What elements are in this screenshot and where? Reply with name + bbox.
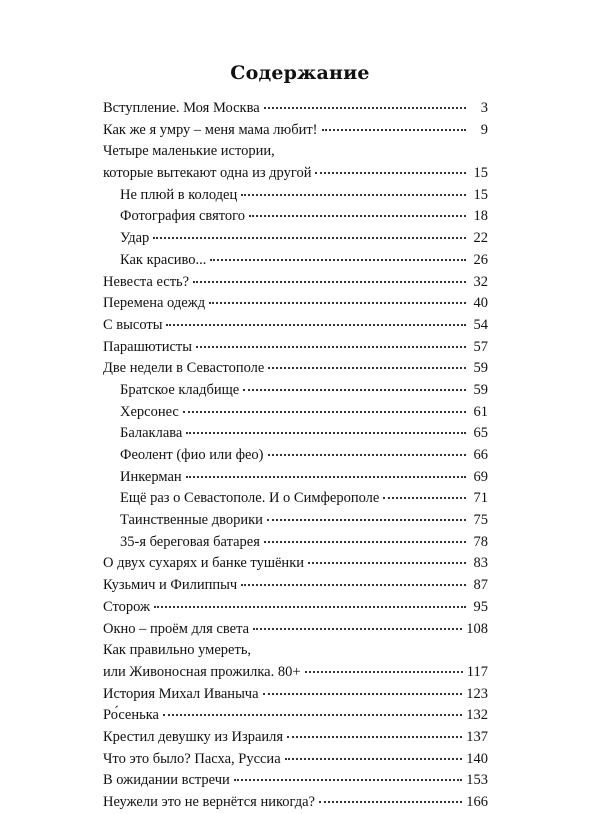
toc-entry	[103, 792, 488, 814]
dot-leader	[268, 453, 467, 456]
toc-page-number: 108	[466, 620, 488, 637]
toc-entry-title: Парашютисты	[103, 338, 193, 355]
toc-page-number: 95	[473, 598, 488, 615]
toc-page-number: 59	[473, 360, 488, 377]
toc-subentry	[103, 445, 488, 467]
dot-leader	[267, 518, 466, 521]
dot-leader	[243, 388, 466, 391]
dot-leader	[383, 496, 466, 499]
toc-entry	[103, 98, 488, 120]
toc-entry-title: 35-я береговая батарея	[120, 533, 260, 550]
toc-entry-title: Херсонес	[120, 403, 179, 420]
toc-page-number: 65	[473, 425, 488, 442]
toc-entry	[103, 727, 488, 749]
toc-page-number: 153	[466, 772, 488, 789]
dot-leader	[319, 800, 462, 803]
toc-subentry	[103, 532, 488, 554]
toc-entry	[103, 163, 488, 185]
toc-page-number: 75	[473, 512, 488, 529]
toc-entry	[103, 315, 488, 337]
page-title: Содержание	[230, 62, 370, 84]
toc-entry-title: Удар	[120, 230, 150, 247]
toc-page-number: 66	[473, 447, 488, 463]
toc-page-number: 137	[466, 728, 488, 745]
dot-leader	[285, 757, 463, 760]
dot-leader	[183, 410, 466, 413]
toc-page-number: 69	[473, 468, 488, 485]
table-of-contents	[103, 98, 488, 814]
toc-entry-title: Братское кладбище	[120, 381, 240, 398]
toc-entry	[103, 619, 488, 641]
toc-subentry	[103, 423, 488, 445]
toc-entry	[103, 705, 488, 727]
toc-page-number: 83	[473, 555, 488, 572]
toc-subentry	[103, 380, 488, 402]
toc-page-number: 15	[473, 165, 488, 182]
toc-entry-title: Таинственные дворики	[120, 512, 263, 529]
toc-entry-title: Инкерман	[120, 468, 182, 485]
toc-page-number: 18	[473, 208, 488, 225]
toc-entry	[103, 120, 488, 142]
dot-leader	[186, 475, 466, 478]
toc-subentry	[103, 185, 488, 207]
toc-page-number: 61	[473, 403, 488, 420]
toc-entry-title: Фотография святого	[120, 208, 245, 225]
dot-leader	[193, 280, 466, 283]
toc-page-number: 26	[473, 251, 488, 268]
toc-page-number: 22	[473, 230, 488, 247]
toc-page-number: 117	[466, 663, 488, 680]
dot-leader	[305, 670, 463, 673]
toc-entry	[103, 684, 488, 706]
toc-subentry	[103, 228, 488, 250]
toc-page-number: 59	[473, 381, 488, 398]
toc-entry-title: Сторож	[103, 598, 151, 615]
toc-entry-title: Вступление. Моя Москва	[103, 100, 260, 116]
dot-leader	[322, 128, 467, 131]
toc-entry-title: Крестил девушку из Израиля	[103, 728, 284, 745]
dot-leader	[308, 561, 466, 564]
toc-subentry	[103, 206, 488, 228]
dot-leader	[287, 735, 462, 738]
toc-page-number: 71	[473, 490, 488, 507]
dot-leader	[210, 258, 466, 261]
toc-entry-title: Ро́сенька	[103, 707, 159, 724]
toc-entry	[103, 597, 488, 619]
toc-entry-title-line: Четыре маленькие истории,	[103, 143, 275, 160]
toc-entry-title: Невеста есть?	[103, 273, 190, 290]
toc-page-number: 166	[466, 794, 488, 810]
toc-entry-title: Окно – проём для света	[103, 620, 250, 637]
toc-entry	[103, 272, 488, 294]
dot-leader	[163, 713, 462, 716]
toc-entry-title-line: Как правильно умереть,	[103, 642, 252, 659]
toc-page-number: 32	[473, 273, 488, 290]
dot-leader	[241, 583, 466, 586]
dot-leader	[263, 692, 463, 695]
toc-entry-title: Что это было? Пасха, Руссиа	[103, 750, 281, 767]
toc-entry-title: Как же я умру – меня мама любит!	[103, 121, 318, 138]
toc-entry-title: Перемена одежд	[103, 295, 206, 312]
toc-page-number: 78	[473, 533, 488, 550]
toc-entry-title: Феолент (фио или фео)	[120, 447, 264, 463]
toc-entry-title: О двух сухарях и банке тушёнки	[103, 555, 304, 572]
toc-entry-title: История Михал Иваныча	[103, 685, 259, 702]
toc-subentry	[103, 467, 488, 489]
dot-leader	[154, 605, 466, 608]
toc-entry	[103, 749, 488, 771]
toc-page-number: 9	[480, 121, 488, 138]
toc-entry	[103, 770, 488, 792]
toc-entry-title: Кузьмич и Филиппыч	[103, 577, 238, 594]
toc-entry-title: Как красиво...	[120, 251, 207, 268]
dot-leader	[253, 627, 462, 630]
dot-leader	[234, 778, 462, 781]
toc-page-number: 87	[473, 577, 488, 594]
toc-subentry	[103, 510, 488, 532]
toc-entry	[103, 337, 488, 359]
toc-page-number: 15	[473, 186, 488, 203]
toc-entry-title: В ожидании встречи	[103, 772, 230, 789]
toc-entry-title: С высоты	[103, 316, 163, 333]
toc-entry	[103, 553, 488, 575]
toc-entry-title: Неужели это не вернётся никогда?	[103, 794, 315, 810]
dot-leader	[186, 431, 466, 434]
toc-page-number: 3	[480, 100, 488, 116]
toc-page-number: 40	[473, 295, 488, 312]
dot-leader	[166, 323, 466, 326]
toc-entry-title: или Живоносная прожилка. 80+	[103, 663, 301, 680]
dot-leader	[315, 171, 466, 174]
toc-page-number: 57	[473, 338, 488, 355]
toc-entry-title: Ещё раз о Севастополе. И о Симферополе	[120, 490, 380, 507]
dot-leader	[264, 540, 466, 543]
toc-entry	[103, 293, 488, 315]
toc-entry-title: Балаклава	[120, 425, 183, 442]
dot-leader	[264, 106, 466, 109]
dot-leader	[209, 301, 466, 304]
dot-leader	[153, 236, 466, 239]
toc-entry-title: Две недели в Севастополе	[103, 360, 265, 377]
toc-page-number: 132	[466, 707, 488, 724]
toc-page-number: 54	[473, 316, 488, 333]
toc-subentry	[103, 488, 488, 510]
toc-entry	[103, 575, 488, 597]
toc-subentry	[103, 250, 488, 272]
toc-page-number: 140	[466, 750, 488, 767]
dot-leader	[249, 214, 466, 217]
dot-leader	[196, 345, 466, 348]
toc-entry-title: которые вытекают одна из другой	[103, 165, 312, 182]
toc-subentry	[103, 402, 488, 424]
toc-entry	[103, 358, 488, 380]
toc-entry	[103, 662, 488, 684]
dot-leader	[268, 366, 466, 369]
toc-entry-title: Не плюй в колодец	[120, 186, 238, 203]
toc-page-number: 123	[466, 685, 488, 702]
dot-leader	[241, 193, 466, 196]
